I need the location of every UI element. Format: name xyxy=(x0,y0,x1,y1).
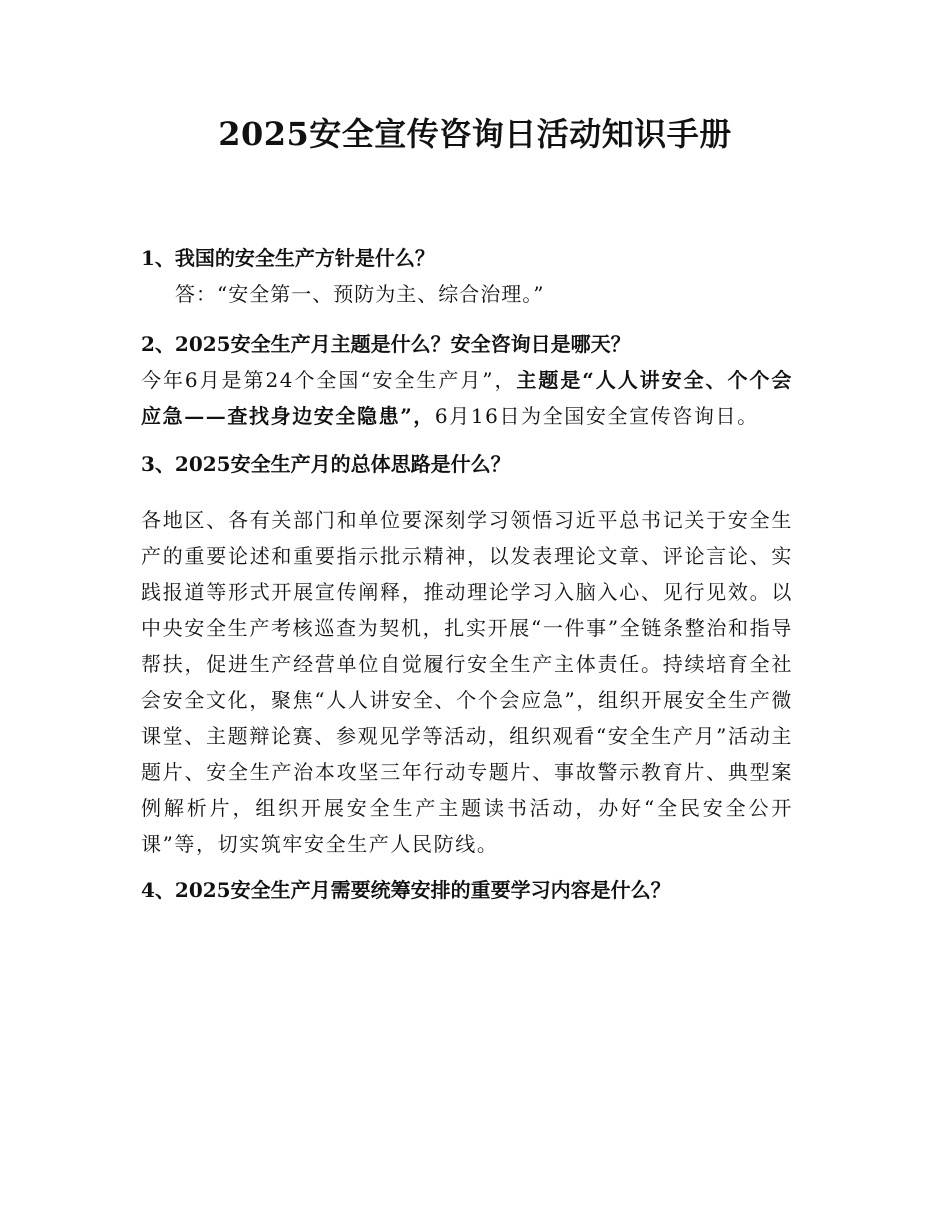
question-2: 2、2025安全生产月主题是什么？安全咨询日是哪天？ xyxy=(141,332,631,356)
document-body xyxy=(141,240,793,908)
answer-1: 答：“安全第一、预防为主、综合治理。” xyxy=(175,282,545,306)
answer-2 xyxy=(141,362,793,434)
question-4: 4、2025安全生产月需要统筹安排的重要学习内容是什么？ xyxy=(141,878,671,902)
question-1: 1、我国的安全生产方针是什么？ xyxy=(141,246,435,270)
answer-2-intro: 今年6月是第24个全国“安全生产月”， xyxy=(141,368,517,392)
document-title: 2025安全宣传咨询日活动知识手册 xyxy=(218,115,732,153)
answer-3: 各地区、各有关部门和单位要深刻学习领悟习近平总书记关于安全生产的重要论述和重要指示批示精神，以发表理论文章、评论言论、实践报道等形式开展宣传阐释，推动理论学习入脑入心、见行见效。以中央安全生产考核巡查为契机，扎实开展“一件事”全链条整治和指导帮扶，促进生产经营单位自觉履行安全生产主体责任。持续培育全社会安全文化，聚焦“人人讲安全、个个会应急”，组织开展安全生产微课堂、主题辩论赛、参观见学等活动，组织观看“安全生产月”活动主题片、安全生产治本攻坚三年行动专题片、事故警示教育片、典型案例解析片，组织开展安全生产主题读书活动，办好“全民安全公开课”等，切实筑牢安全生产人民防线。 xyxy=(141,508,793,856)
question-3: 3、2025安全生产月的总体思路是什么？ xyxy=(141,452,511,476)
answer-2-date: 6月16日为全国安全宣传咨询日。 xyxy=(434,404,759,428)
answer-2-theme: 主题是“人人讲安全、个个会应急——查找身边安全隐患”， xyxy=(141,368,793,428)
